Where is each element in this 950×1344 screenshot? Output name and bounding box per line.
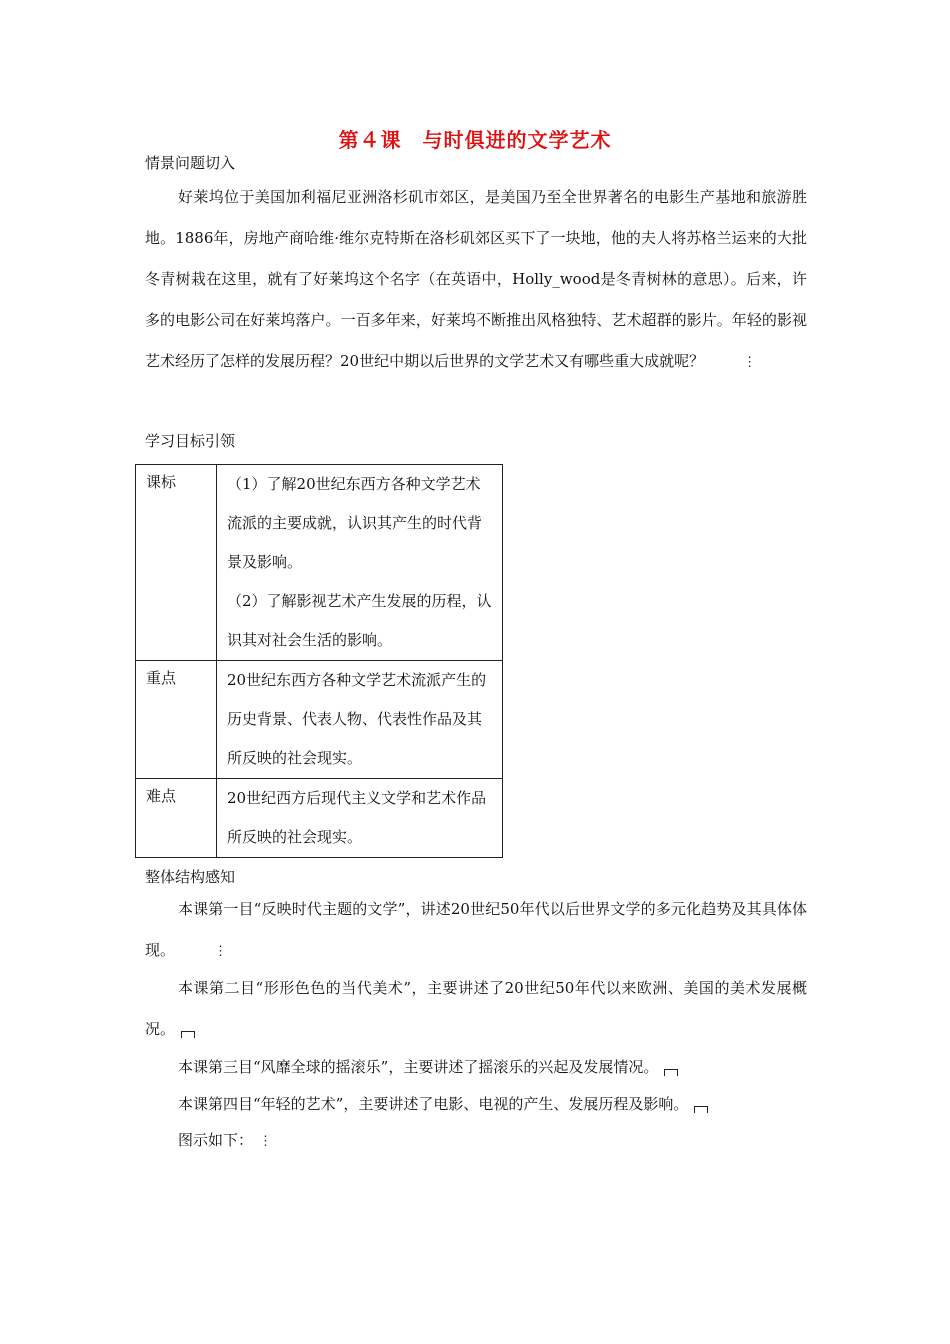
table-row xyxy=(136,661,503,779)
lesson-title: 第４课 与时俱进的文学艺术 xyxy=(338,128,612,152)
section-heading-goals: 学习目标引领 xyxy=(145,432,236,450)
margin-mark: ⋮ xyxy=(743,355,757,370)
structure-paragraph-3: 本课第三目“风靡全球的摇滚乐”，主要讲述了摇滚乐的兴起及发展情况。 xyxy=(178,1056,678,1077)
goal-content: （1）了解20世纪东西方各种文学艺术流派的主要成就，认识其产生的时代背景及影响。 （2）了解影视艺术产生发展的历程，认识其对社会生活的影响。 xyxy=(217,465,503,661)
goal-label: 重点 xyxy=(136,661,217,779)
structure-paragraph-1: 本课第一目“反映时代主题的文学”，讲述20世纪50年代以后世界文学的多元化趋势及其具体体现。 ⋮ xyxy=(145,889,807,972)
bracket-icon xyxy=(664,1069,678,1076)
goal-label: 课标 xyxy=(136,465,217,661)
margin-mark: ⋮ xyxy=(259,1134,273,1149)
goal-label: 难点 xyxy=(136,779,217,858)
structure-paragraph-4: 本课第四目“年轻的艺术”，主要讲述了电影、电视的产生、发展历程及影响。 xyxy=(178,1093,708,1114)
learning-goals-table xyxy=(135,464,503,858)
table-row xyxy=(136,779,503,858)
diagram-intro: 图示如下： ⋮ xyxy=(178,1131,273,1149)
section-heading-scenario: 情景问题切入 xyxy=(145,154,236,172)
table-row xyxy=(136,465,503,661)
goal-content: 20世纪东西方各种文学艺术流派产生的历史背景、代表人物、代表性作品及其所反映的社会现实。 xyxy=(217,661,503,779)
section-heading-structure: 整体结构感知 xyxy=(145,868,236,886)
scenario-paragraph: 好莱坞位于美国加利福尼亚洲洛杉矶市郊区，是美国乃至全世界著名的电影生产基地和旅游胜地。1886年，房地产商哈维·维尔克特斯在洛杉矶郊区买下了一块地，他的夫人将苏格兰运来的大批冬青树栽在这里，就有了好莱坞这个名字（在英语中，Holly_wood是冬青树林的意思）。后来，许多的电影公司在好莱坞落户。一百多年来，好莱坞不断推出风格独特、艺术超群的影片。年轻的影视艺术经历了怎样的发展历程？20世纪中期以后世界的文学艺术又有哪些重大成就呢？ ⋮ xyxy=(145,177,807,383)
margin-mark: ⋮ xyxy=(214,944,228,959)
structure-paragraph-2: 本课第二目“形形色色的当代美术”，主要讲述了20世纪50年代以来欧洲、美国的美术发展概况。 xyxy=(145,979,807,1038)
goal-content: 20世纪西方后现代主义文学和艺术作品所反映的社会现实。 xyxy=(217,779,503,858)
bracket-icon xyxy=(181,1031,195,1038)
bracket-icon xyxy=(694,1106,708,1113)
